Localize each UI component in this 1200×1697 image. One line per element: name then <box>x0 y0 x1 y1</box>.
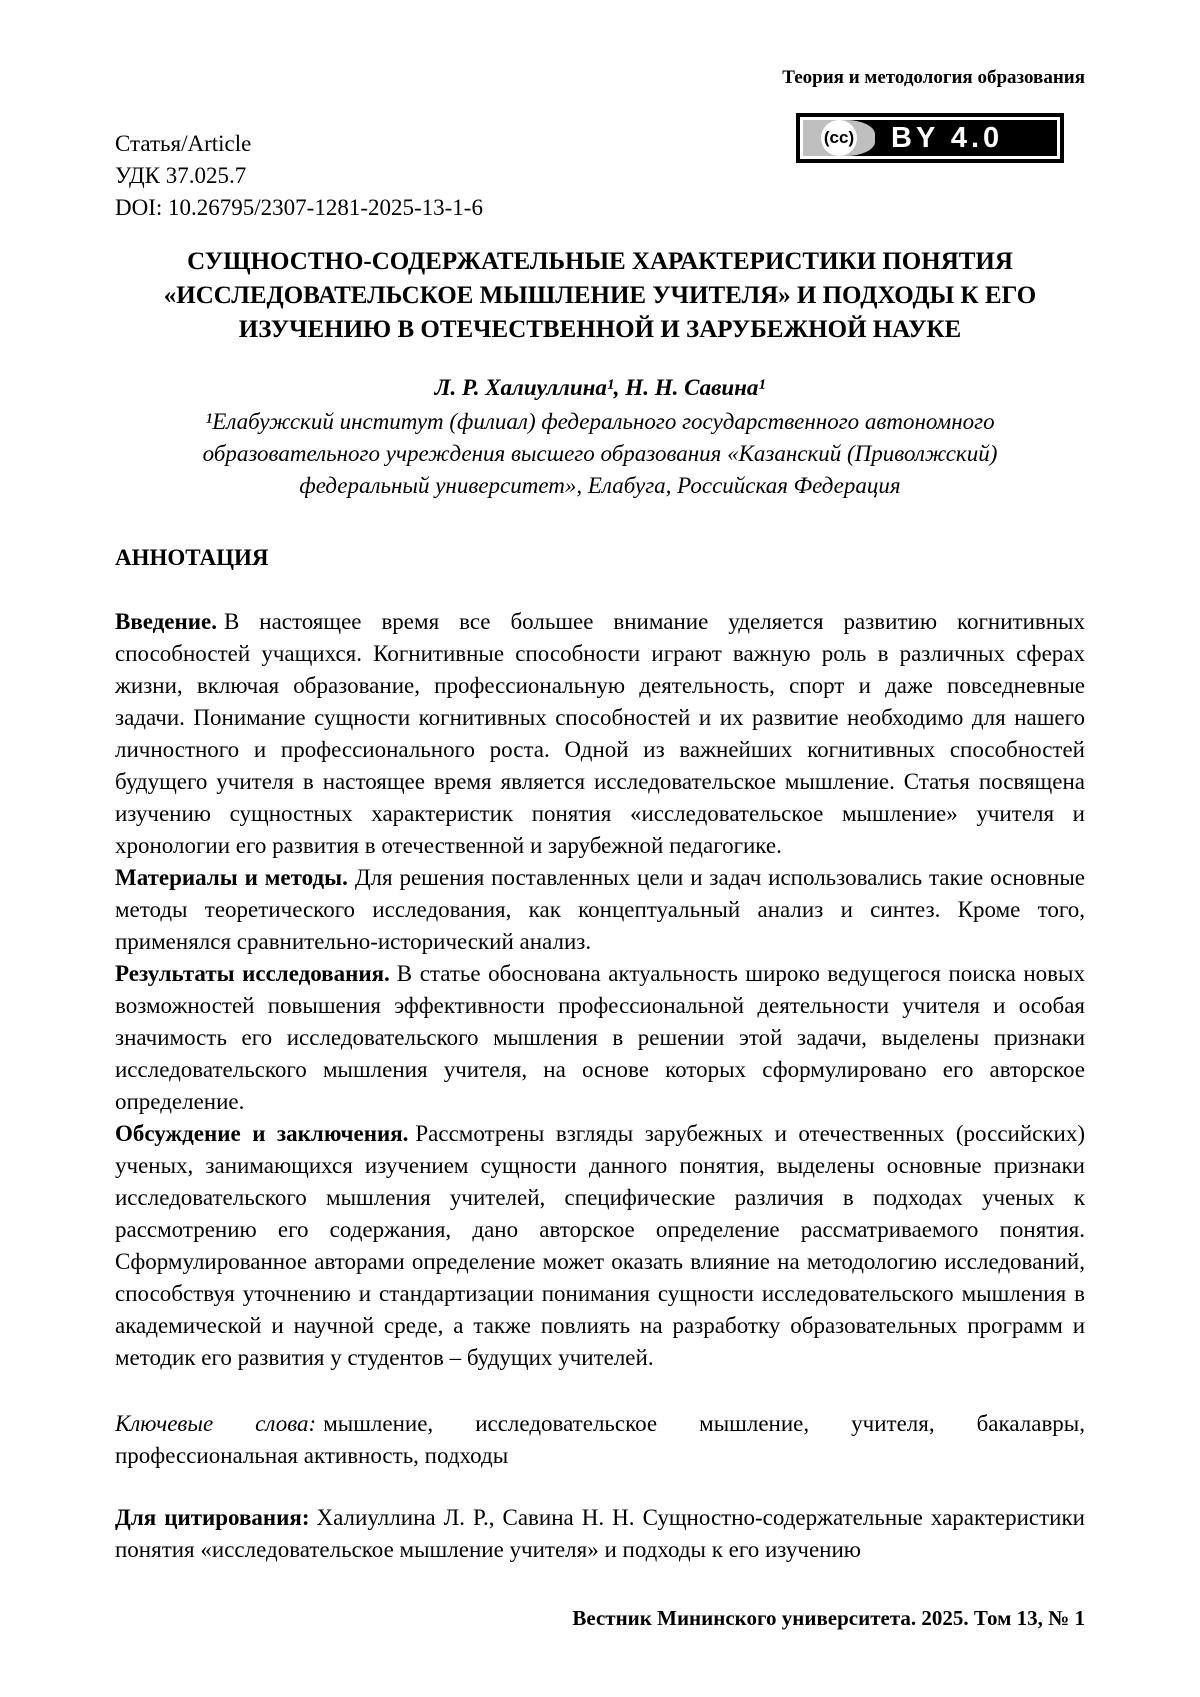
cc-badge-inner <box>800 117 1060 159</box>
paragraph-lead: Введение. <box>115 609 217 634</box>
abstract-paragraph-introduction <box>115 606 1085 862</box>
citation-label: Для цитирования: <box>115 1505 310 1530</box>
article-type: Статья/Article <box>115 131 252 156</box>
cc-license-label: BY 4.0 <box>891 121 1004 154</box>
paragraph-lead: Результаты исследования. <box>115 961 390 986</box>
paragraph-text: Рассмотрены взгляды зарубежных и отечественных (российских) ученых, занимающихся изучением сущности данного понятия, выделены основные признаки исследовательского мышления учителей, специфические различия в подходах ученых к рассмотрению его содержания, дано авторское определение рассматриваемого понятия. Сформулированное авторами определение может оказать влияние на методологию исследований, способствуя уточнению и стандартизации понимания сущности исследовательского мышления в академической и научной среде, а также повлиять на разработку образовательных программ и методик его развития у студентов – будущих учителей. <box>115 1121 1085 1370</box>
keywords-label: Ключевые слова: <box>115 1411 317 1436</box>
abstract-paragraph-discussion-conclusions <box>115 1118 1085 1374</box>
authors-line: Л. Р. Халиуллина¹, Н. Н. Савина¹ <box>434 375 766 400</box>
cc-icon: (cc) <box>821 120 857 156</box>
paragraph-lead: Материалы и методы. <box>115 865 348 890</box>
abstract-section <box>115 606 1085 1374</box>
paragraph-text: В настоящее время все большее внимание уделяется развитию когнитивных способностей учащихся. Когнитивные способности играют важную роль в различных сферах жизни, включая образование, профессиональную деятельность, спорт и даже повседневные задачи. Понимание сущности когнитивных способностей и их развитие необходимо для нашего личностного и профессионального роста. Одной из важнейших когнитивных способностей будущего учителя в настоящее время является исследовательское мышление. Статья посвящена изучению сущностных характеристик понятия «исследовательское мышление» учителя и хронологии его развития в отечественной и зарубежной педагогике. <box>115 609 1085 858</box>
abstract-heading: АННОТАЦИЯ <box>115 545 269 570</box>
affiliation: ¹Елабужский институт (филиал) федерального государственного автономного образовательного учреждения высшего образования «Казанский (Приволжский) федеральный университет», Елабуга, Российская Федерация <box>202 409 998 498</box>
doi-number: DOI: 10.26795/2307-1281-2025-13-1-6 <box>115 195 483 220</box>
cc-by-license-badge <box>796 113 1064 163</box>
keywords-line <box>115 1408 1085 1472</box>
paragraph-text: В статье обоснована актуальность широко ведущегося поиска новых возможностей повышения эффективности профессиональной деятельности учителя и особая значимость его исследовательского мышления в решении этой задачи, выделены признаки исследовательского мышления учителя, на основе которых сформулировано его авторское определение. <box>115 961 1085 1114</box>
abstract-paragraph-materials-methods <box>115 862 1085 958</box>
cc-logo-panel <box>803 120 875 156</box>
article-title: СУЩНОСТНО-СОДЕРЖАТЕЛЬНЫЕ ХАРАКТЕРИСТИКИ ПОНЯТИЯ «ИССЛЕДОВАТЕЛЬСКОЕ МЫШЛЕНИЕ УЧИТЕЛЯ» И ПОДХОДЫ К ЕГО ИЗУЧЕНИЮ В ОТЕЧЕСТВЕННОЙ И ЗАРУБЕЖНОЙ НАУКЕ <box>163 248 1037 343</box>
citation-line <box>115 1502 1085 1566</box>
paragraph-lead: Обсуждение и заключения. <box>115 1121 409 1146</box>
paragraph-text: Для решения поставленных цели и задач использовались такие основные методы теоретического исследования, как концептуальный анализ и синтез. Кроме того, применялся сравнительно-исторический анализ. <box>115 865 1085 954</box>
citation-text: Халиуллина Л. Р., Савина Н. Н. Сущностно-содержательные характеристики понятия «исследовательское мышление учителя» и подходы к его изучению <box>115 1505 1085 1562</box>
running-head: Теория и методология образования <box>782 67 1085 88</box>
abstract-paragraph-results <box>115 958 1085 1118</box>
udc-number: УДК 37.025.7 <box>115 163 247 188</box>
journal-footer: Вестник Мининского университета. 2025. Том 13, № 1 <box>572 1606 1085 1630</box>
keywords-text: мышление, исследовательское мышление, учителя, бакалавры, профессиональная активность, подходы <box>115 1411 1086 1468</box>
